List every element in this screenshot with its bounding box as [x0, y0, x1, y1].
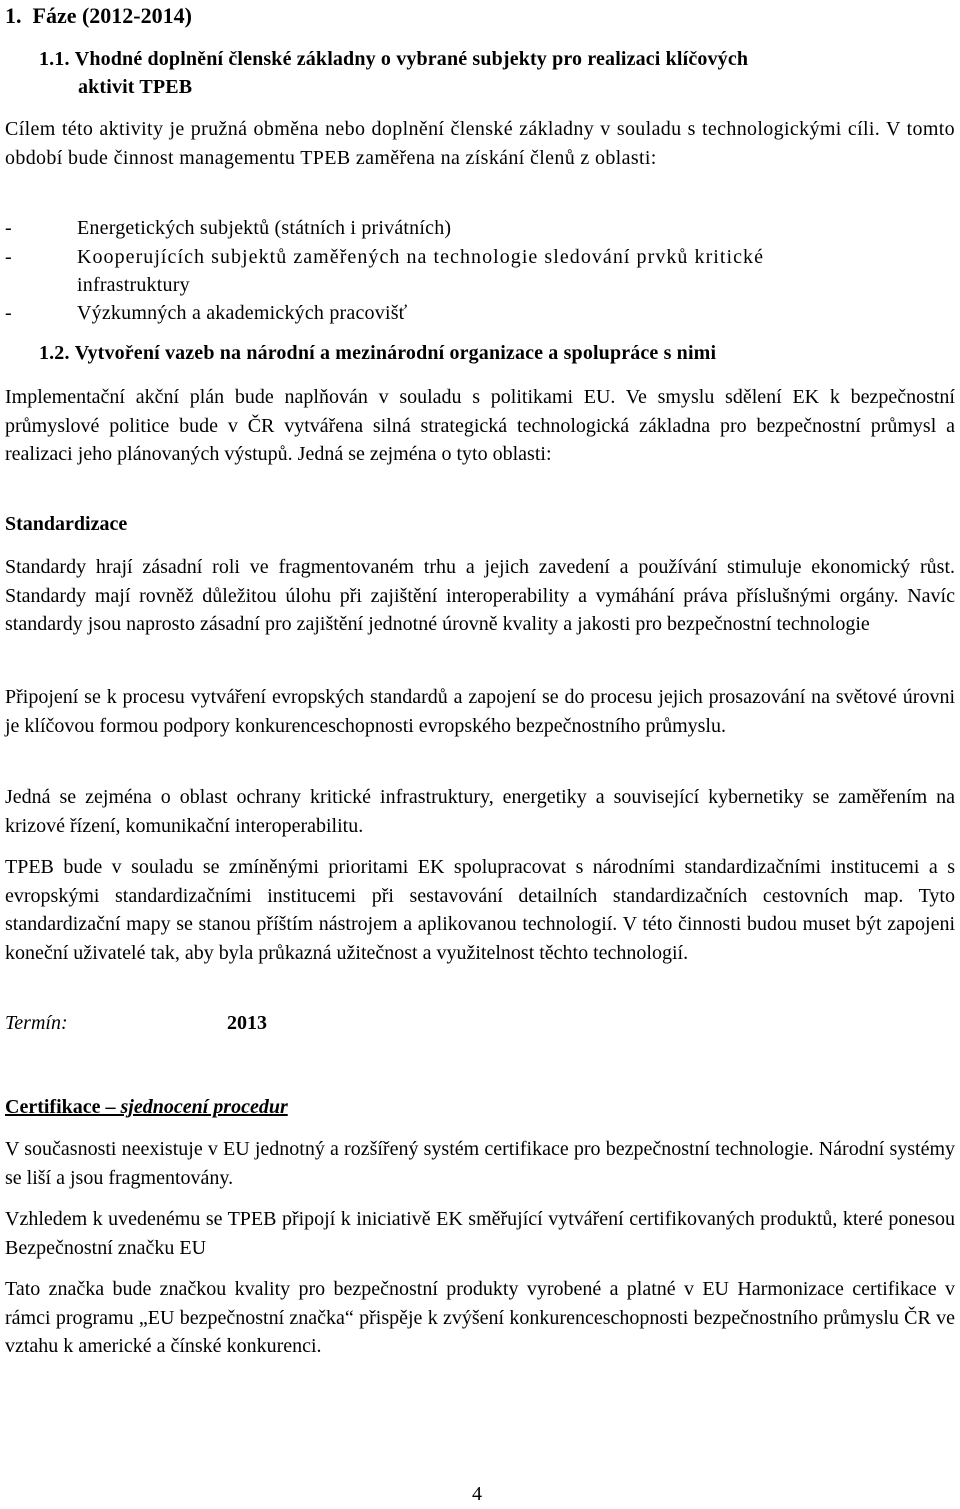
bullet-item-3: [5, 299, 407, 327]
certifikace-heading: [5, 1096, 288, 1119]
section-1-1-heading: [39, 45, 748, 73]
standardizace-heading: Standardizace: [5, 513, 128, 535]
section-1-2-paragraph-1: Implementační akční plán bude naplňován v souladu s politikami EU. Ve smyslu sdělení EK k bezpečnostní průmyslové politice bude v ČR vytvářena silná strategická technologická základna pro bezpečnostní průmysl a realizaci jeho plánovaných výstupů. Jedná se zejména o tyto oblasti:: [5, 386, 955, 466]
section-1-1-number: 1.1.: [39, 48, 70, 70]
standardizace-paragraph-1: Standardy hrají zásadní roli ve fragmentovaném trhu a jejich zavedení a používání stimuluje ekonomický růst. Standardy mají rovněž důležitou úlohu při zajištění interoperability a vymáhání práva příslušnými orgány. Navíc standardy jsou naprosto zásadní pro zajištění jednotné úrovně kvality a jakosti pro bezpečnostní technologie: [5, 556, 955, 636]
section-1-2-heading: [39, 342, 716, 365]
certifikace-paragraph-2: Vzhledem k uvedenému se TPEB připojí k iniciativě EK směřující vytváření certifikovaných produktů, které ponesou Bezpečnostní značku EU: [5, 1208, 955, 1259]
heading-1: [5, 3, 192, 29]
heading-1-number: 1.: [5, 3, 22, 28]
section-1-1-intro: Cílem této aktivity je pružná obměna nebo doplnění členské základny v souladu s technologickými cíli. V tomto období bude činnost managementu TPEB zaměřena na získání členů z oblasti:: [5, 118, 955, 169]
section-1-1-title-line1: Vhodné doplnění členské základny o vybrané subjekty pro realizaci klíčových: [74, 48, 749, 70]
section-1-2-title: Vytvoření vazeb na národní a mezinárodní organizace a spolupráce s nimi: [74, 342, 717, 364]
section-1-1-heading-line2: aktivit TPEB: [78, 76, 193, 98]
bullet-text-3: Výzkumných a akademických pracovišť: [77, 302, 408, 324]
certifikace-heading-sub: sjednocení procedur: [120, 1096, 288, 1118]
bullet-item-2: [5, 243, 955, 271]
bullet-text-2: Kooperujících subjektů zaměřených na technologie sledování prvků kritické: [77, 246, 765, 268]
bullet-dash: -: [5, 217, 12, 239]
term-line: [5, 1012, 267, 1035]
bullet-text-1: Energetických subjektů (státních i privátních): [77, 217, 452, 239]
heading-1-title: Fáze (2012-2014): [32, 3, 192, 28]
bullet-text-2-continuation: infrastruktury: [77, 274, 190, 296]
certifikace-paragraph-1: V současnosti neexistuje v EU jednotný a rozšířený systém certifikace pro bezpečnostní technologie. Národní systémy se liší a jsou fragmentovány.: [5, 1138, 955, 1189]
term-value: 2013: [227, 1012, 267, 1034]
standardizace-paragraph-4: TPEB bude v souladu se zmíněnými prioritami EK spolupracovat s národními standardizačními institucemi a s evropskými standardizačními institucemi při sestavování detailních standardizačních cestovních map. Tyto standardizační mapy se stanou příštím nástrojem a aplikovanou technologií. V této činnosti budou muset být zapojeni koneční uživatelé tak, aby byla průkazná užitečnost a využitelnost těchto technologií.: [5, 856, 955, 965]
bullet-item-1: [5, 214, 451, 242]
page-number: 4: [472, 1483, 482, 1505]
term-label: Termín:: [5, 1012, 68, 1034]
bullet-dash: -: [5, 246, 12, 268]
bullet-dash: -: [5, 302, 12, 324]
certifikace-heading-main: Certifikace: [5, 1096, 101, 1118]
standardizace-paragraph-3: Jedná se zejména o oblast ochrany kritické infrastruktury, energetiky a související kybernetiky se zaměřením na krizové řízení, komunikační interoperabilitu.: [5, 786, 955, 837]
certifikace-heading-dash: –: [100, 1096, 121, 1118]
certifikace-paragraph-3: Tato značka bude značkou kvality pro bezpečnostní produkty vyrobené a platné v EU Harmonizace certifikace v rámci programu „EU bezpečnostní značka“ přispěje k zvýšení konkurenceschopnosti bezpečnostního průmyslu ČR ve vztahu k americké a čínské konkurenci.: [5, 1278, 955, 1358]
section-1-2-number: 1.2.: [39, 342, 70, 364]
standardizace-paragraph-2: Připojení se k procesu vytváření evropských standardů a zapojení se do procesu jejich prosazování na světové úrovni je klíčovou formou podpory konkurenceschopnosti evropského bezpečnostního průmyslu.: [5, 686, 955, 737]
